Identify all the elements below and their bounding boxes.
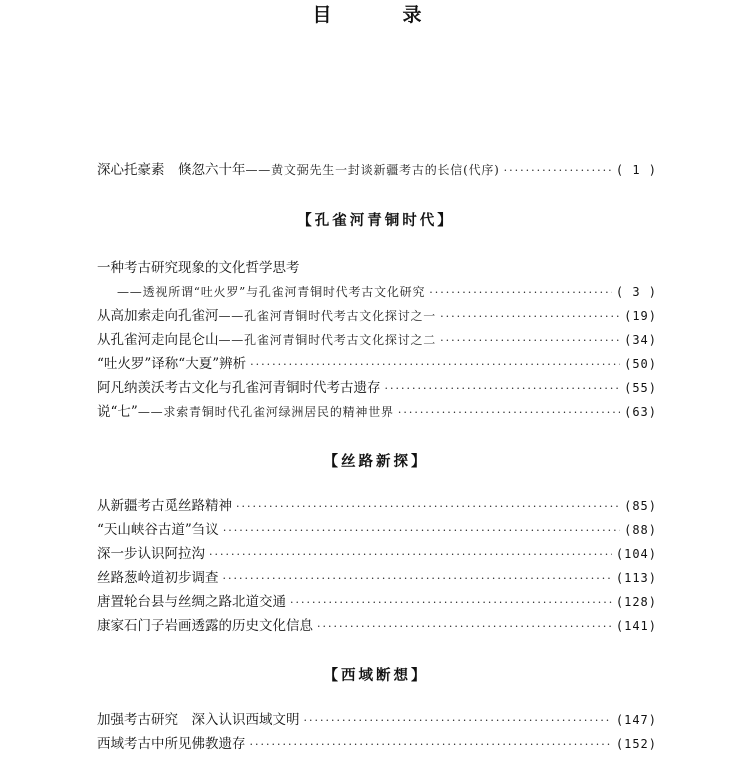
entry-page-number: (55) bbox=[624, 381, 657, 395]
toc-entry[interactable] bbox=[97, 566, 657, 590]
toc-entry[interactable] bbox=[97, 328, 657, 352]
entry-page-number: (34) bbox=[624, 333, 657, 347]
entry-page-number: (19) bbox=[624, 309, 657, 323]
dot-leader bbox=[223, 519, 620, 543]
entry-title: 从孔雀河走向昆仑山 bbox=[97, 332, 219, 348]
toc-entry[interactable] bbox=[97, 732, 657, 756]
page-title: 目 录 bbox=[312, 4, 448, 26]
toc-entry[interactable] bbox=[97, 352, 657, 376]
entry-page-number: (152) bbox=[615, 737, 657, 751]
entry-subtitle: ——黄文弼先生一封谈新疆考古的长信(代序) bbox=[245, 163, 500, 177]
entry-title: 深心托豪素 倏忽六十年 bbox=[97, 162, 246, 178]
entry-page-number: (104) bbox=[615, 547, 657, 561]
dot-leader bbox=[429, 281, 612, 305]
toc-entry[interactable] bbox=[97, 518, 657, 542]
section-entries bbox=[97, 494, 657, 638]
dot-leader bbox=[236, 495, 620, 519]
entry-subtitle: ——孔雀河青铜时代考古文化探讨之二 bbox=[218, 333, 437, 347]
section-entries bbox=[97, 708, 657, 756]
entry-title: 康家石门子岩画透露的历史文化信息 bbox=[97, 618, 313, 634]
section-entries bbox=[97, 256, 657, 424]
dot-leader bbox=[250, 733, 612, 757]
entry-title: 深一步认识阿拉沟 bbox=[97, 546, 205, 562]
entry-subtitle: ——孔雀河青铜时代考古文化探讨之一 bbox=[218, 309, 437, 323]
entry-title: 从高加索走向孔雀河 bbox=[97, 308, 219, 324]
dot-leader bbox=[504, 159, 612, 183]
entry-page-number: (128) bbox=[615, 595, 657, 609]
toc-entry[interactable] bbox=[97, 304, 657, 328]
entry-title: 一种考古研究现象的文化哲学思考 bbox=[97, 260, 300, 276]
entry-subtitle: ——透视所谓“吐火罗”与孔雀河青铜时代考古文化研究 bbox=[117, 285, 426, 299]
toc-entry[interactable] bbox=[97, 708, 657, 732]
entry-page-number: ( 1 ) bbox=[615, 163, 657, 177]
entry-page-number: (85) bbox=[624, 499, 657, 513]
dot-leader bbox=[398, 401, 620, 425]
entry-page-number: (141) bbox=[615, 619, 657, 633]
dot-leader bbox=[290, 591, 612, 615]
toc-entry[interactable] bbox=[97, 158, 657, 182]
dot-leader bbox=[304, 709, 612, 733]
toc-entry[interactable] bbox=[97, 376, 657, 400]
section-heading: 【丝路新探】 bbox=[323, 454, 429, 470]
entry-title: “天山峡谷古道”刍议 bbox=[97, 522, 219, 538]
toc-entry[interactable] bbox=[97, 542, 657, 566]
entry-page-number: (63) bbox=[624, 405, 657, 419]
toc-entry[interactable] bbox=[97, 280, 657, 304]
entry-title: 加强考古研究 深入认识西域文明 bbox=[97, 712, 300, 728]
entry-title: 说“七” bbox=[97, 404, 138, 420]
toc-entry[interactable] bbox=[97, 400, 657, 424]
section-heading: 【孔雀河青铜时代】 bbox=[297, 213, 455, 229]
entry-page-number: (113) bbox=[615, 571, 657, 585]
dot-leader bbox=[223, 567, 612, 591]
dot-leader bbox=[440, 305, 620, 329]
entry-page-number: ( 3 ) bbox=[615, 285, 657, 299]
entry-page-number: (50) bbox=[624, 357, 657, 371]
dot-leader bbox=[209, 543, 612, 567]
section-heading: 【西域断想】 bbox=[323, 668, 429, 684]
dot-leader bbox=[250, 353, 620, 377]
entry-title: 阿凡纳羡沃考古文化与孔雀河青铜时代考古遗存 bbox=[97, 380, 381, 396]
entry-title: 丝路葱岭道初步调查 bbox=[97, 570, 219, 586]
entry-title: 唐置轮台县与丝绸之路北道交通 bbox=[97, 594, 286, 610]
entry-title: 西域考古中所见佛教遗存 bbox=[97, 736, 246, 752]
toc-entry[interactable] bbox=[97, 614, 657, 638]
entry-subtitle: ——求索青铜时代孔雀河绿洲居民的精神世界 bbox=[137, 405, 394, 419]
entry-title: “吐火罗”译称“大夏”辨析 bbox=[97, 356, 247, 372]
entry-page-number: (88) bbox=[624, 523, 657, 537]
dot-leader bbox=[317, 615, 612, 639]
preface-block bbox=[97, 158, 657, 182]
toc-entry[interactable] bbox=[97, 256, 657, 280]
entry-page-number: (147) bbox=[615, 713, 657, 727]
entry-title: 从新疆考古觅丝路精神 bbox=[97, 498, 232, 514]
toc-entry[interactable] bbox=[97, 494, 657, 518]
dot-leader bbox=[385, 377, 621, 401]
toc-entry[interactable] bbox=[97, 590, 657, 614]
dot-leader bbox=[440, 329, 620, 353]
